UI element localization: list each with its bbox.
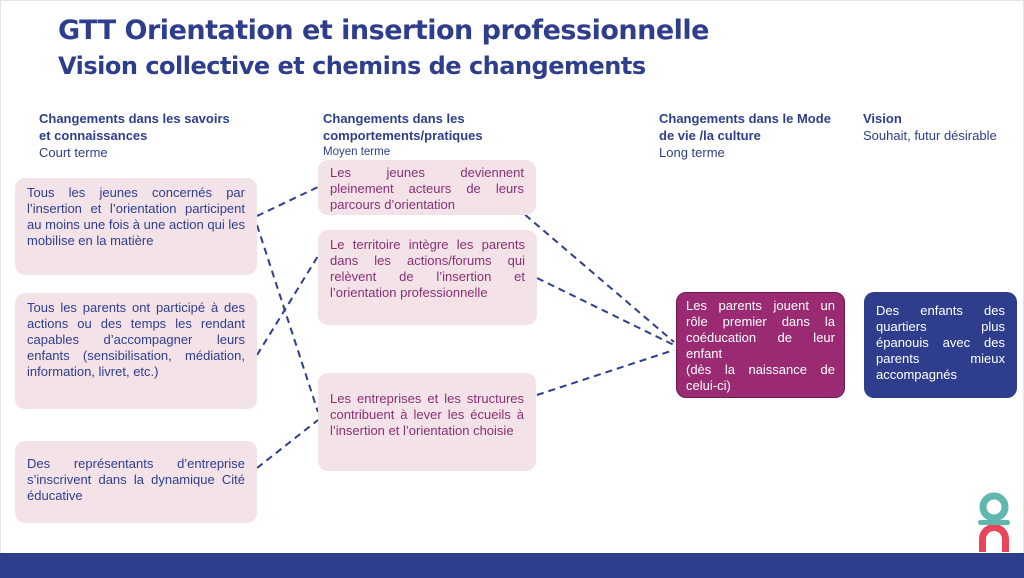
column-heading: Changements dans les comportements/pratiques bbox=[323, 111, 483, 143]
connector-mid3-long1 bbox=[537, 350, 674, 395]
long-term-box-parents-role bbox=[676, 292, 845, 398]
short-term-box-parents: Tous les parents ont participé à des actions ou des temps les rendant capables d’accompagner leurs enfants (sensibilisation, médiation, information, livret, etc.) bbox=[15, 293, 257, 409]
connector-short2-mid2 bbox=[257, 256, 318, 355]
column-term: Moyen terme bbox=[323, 146, 391, 158]
connector-mid2-long1 bbox=[537, 278, 674, 345]
connector-short1-mid3 bbox=[257, 225, 318, 412]
mid-term-box-territory: Le territoire intègre les parents dans les actions/forums qui relèvent de l’insertion et l’orientation professionnelle bbox=[318, 230, 537, 325]
column-heading: Changements dans le Mode de vie /la culture bbox=[659, 111, 831, 143]
footer-bar bbox=[0, 553, 1024, 578]
column-term: Souhait, futur désirable bbox=[863, 128, 997, 143]
connector-short3-mid3 bbox=[257, 420, 318, 468]
short-term-box-business: Des représentants d’entreprise s’inscrivent dans la dynamique Cité éducative bbox=[15, 441, 257, 523]
cite-educative-logo-icon bbox=[976, 492, 1012, 552]
page-subtitle: Vision collective et chemins de changements bbox=[58, 52, 646, 80]
vision-box: Des enfants des quartiers plus épanouis avec des parents mieux accompagnés bbox=[864, 292, 1017, 398]
column-heading: Changements dans les savoirs et connaissances bbox=[39, 111, 230, 143]
mid-term-box-youth-actors: Les jeunes deviennent pleinement acteurs de leurs parcours d’orientation bbox=[318, 160, 536, 215]
connector-short1-mid1 bbox=[257, 187, 318, 216]
column-heading: Vision bbox=[863, 111, 902, 126]
long-term-note: (dès la naissance de celui-ci) bbox=[686, 362, 835, 393]
short-term-box-youth: Tous les jeunes concernés par l’insertion et l’orientation participent au moins une fois à une action qui les mobilise en la matière bbox=[15, 178, 257, 275]
page-title: GTT Orientation et insertion professionnelle bbox=[58, 15, 709, 46]
connector-mid1-long1 bbox=[516, 207, 674, 342]
mid-term-box-companies: Les entreprises et les structures contribuent à lever les écueils à l’insertion et l’orientation choisie bbox=[318, 373, 536, 471]
column-term: Court terme bbox=[39, 145, 108, 160]
column-term: Long terme bbox=[659, 145, 725, 160]
long-term-text: Les parents jouent un rôle premier dans la coéducation de leur enfant bbox=[686, 298, 835, 361]
